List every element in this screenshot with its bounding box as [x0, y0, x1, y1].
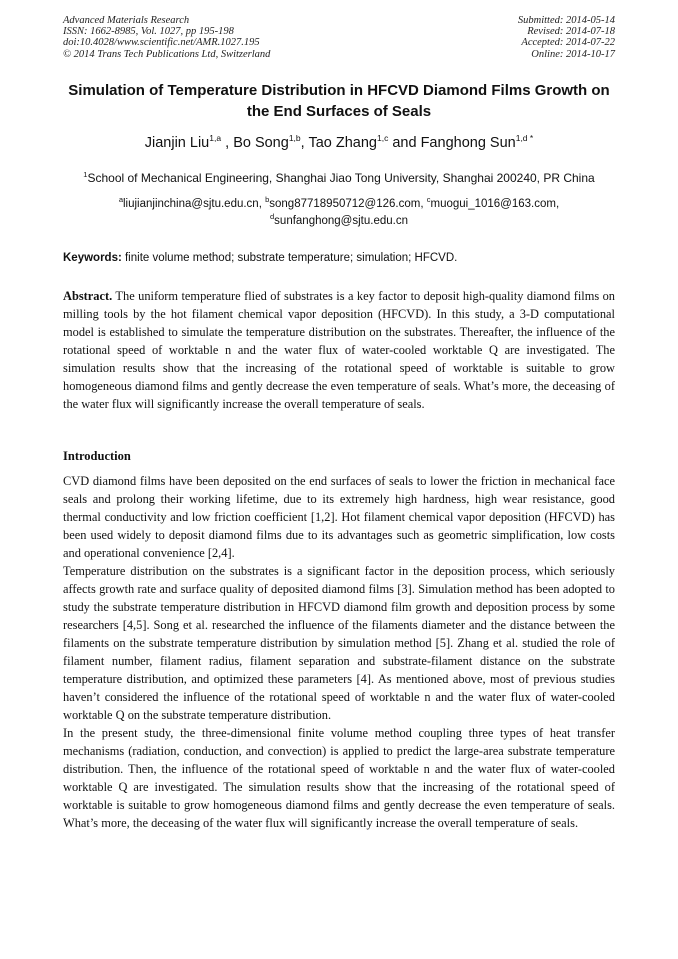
email-address: liujianjinchina@sjtu.edu.cn,: [123, 198, 266, 210]
email-mark: b: [265, 195, 270, 204]
abstract-text: The uniform temperature flied of substrates is a key factor to deposit high-quality diamond films on milling tools by the hot filament chemical vapor deposition (HFCVD). In this study, a 3-D computational model is established to simulate the temperature distribution on the substrates. Thereafter, the influence of the rotational speed of worktable n and the water flux of water-cooled worktable Q are investigated. The simulation results show that the increasing of the rotational speed of worktable is suitable to grow homogeneous diamond films and gently decrease the even temperature of seals. What’s more, the deceasing of the water flux will significantly increase the overall temperature of seals.: [63, 289, 615, 411]
accepted-date: Accepted: 2014-07-22: [521, 37, 615, 49]
author-affiliation-mark: 1,c: [376, 133, 389, 143]
email-mark: c: [426, 195, 431, 204]
issn-line: ISSN: 1662-8985, Vol. 1027, pp 195-198: [63, 26, 234, 38]
keywords: [63, 251, 615, 266]
abstract-label: Abstract.: [63, 289, 113, 303]
abstract: [63, 287, 615, 413]
author-affiliation-mark: 1,a: [209, 133, 222, 143]
revised-date: Revised: 2014-07-18: [527, 26, 615, 38]
affiliation-text: School of Mechanical Engineering, Shanghai Jiao Tong University, Shanghai 200240, PR China: [87, 171, 595, 185]
doi-line: doi:10.4028/www.scientific.net/AMR.1027.195: [63, 37, 260, 49]
submitted-date: Submitted: 2014-05-14: [517, 15, 615, 26]
author-affiliation-mark: 1,b: [288, 133, 301, 143]
keywords-label: Keywords:: [63, 252, 122, 264]
journal-info: [63, 15, 270, 60]
author-name: Tao Zhang: [308, 135, 377, 151]
body-paragraph: In the present study, the three-dimensional finite volume method coupling three types of heat transfer mechanisms (radiation, conduction, and convection) is applied to predict the large-area substrate temperature distribution. Then, the influence of the rotational speed of worktable n and the water flux of water-cooled worktable Q are investigated. The simulation results show that the increasing of the rotational speed of worktable is suitable to grow homogeneous diamond films and gently decrease the even temperature of seals. What’s more, the deceasing of the water flux will significantly increase the overall temperature of seals.: [63, 726, 615, 830]
affiliation: [63, 170, 615, 186]
copyright-line: © 2014 Trans Tech Publications Ltd, Switzerland: [63, 48, 271, 60]
body-paragraph: Temperature distribution on the substrates is a significant factor in the deposition process, which seriously affects growth rate and surface quality of deposited diamond films [3]. Simulation method has been adopted to study the substrate temperature distribution in HFCVD diamond film growth and deposition process by some researchers [4,5]. Song et al. researched the influence of the filaments diameter and the distance between the filaments on the substrate temperature distribution by simulation method [5]. Zhang et al. studied the role of filament number, filament radius, filament separation and substrate-filament distance on the substrate temperature distribution, and optimized these parameters [4]. As mentioned above, most of previous studies haven’t considered the influence of the rotational speed of worktable n and the water flux of water-cooled worktable Q on the substrate temperature distribution.: [63, 564, 615, 722]
author-name: Jianjin Liu: [144, 135, 210, 151]
author-emails: [63, 196, 615, 230]
author-affiliation-mark: 1,d *: [515, 133, 534, 143]
author-separator: and: [388, 135, 421, 151]
publication-dates: [518, 15, 615, 60]
author-name: Bo Song: [233, 135, 289, 151]
introduction-body: [63, 472, 615, 832]
body-paragraph: CVD diamond films have been deposited on the end surfaces of seals to lower the friction in mechanical face seals and prolong their working lifetime, due to its extremely high hardness, high wear resistance, good thermal conductivity and low friction coefficient [1,2]. Hot filament chemical vapor deposition (HFCVD) has been used widely to deposit diamond films due to its advantages such as geometric simplification, low costs and operational convenience [2,4].: [63, 474, 615, 560]
email-mark: d: [270, 212, 275, 221]
email-mark: a: [118, 195, 123, 204]
paper-title: Simulation of Temperature Distribution in HFCVD Diamond Films Growth on the End Surfaces of Seals: [68, 82, 610, 120]
journal-name: Advanced Materials Research: [63, 15, 190, 26]
email-address: muogui_1016@163.com,: [430, 198, 560, 210]
online-date: Online: 2014-10-17: [531, 48, 615, 60]
email-address: sunfanghong@sjtu.edu.cn: [274, 215, 408, 227]
affiliation-mark: 1: [83, 170, 88, 179]
author-separator: ,: [221, 135, 234, 151]
email-address: song87718950712@126.com,: [269, 198, 427, 210]
author-name: Fanghong Sun: [420, 135, 516, 151]
section-heading-introduction: Introduction: [63, 449, 131, 463]
author-separator: ,: [300, 135, 309, 151]
keywords-text: finite volume method; substrate temperature; simulation; HFCVD.: [121, 252, 458, 264]
author-list: [63, 134, 615, 152]
